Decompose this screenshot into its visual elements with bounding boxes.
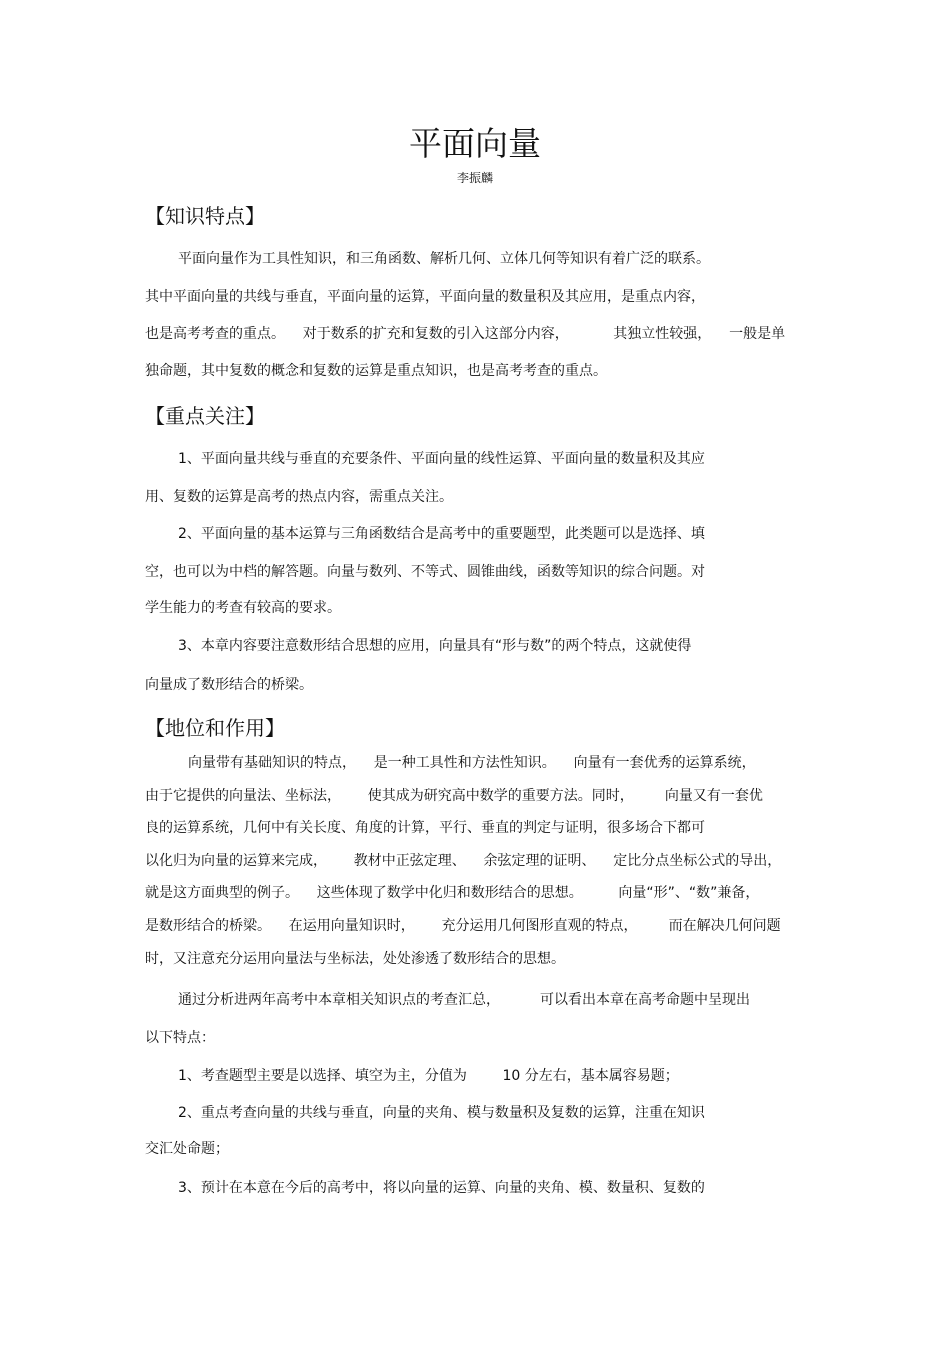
- paragraph-line: 以下特点：: [145, 1030, 215, 1046]
- paragraph-line: 以化归为向量的运算来完成， 教材中正弦定理、 余弦定理的证明、 定比分点坐标公式的导出，: [145, 853, 782, 869]
- section-heading-focus: 【重点关注】: [145, 404, 265, 428]
- paragraph-line: 时，又注意充分运用向量法与坐标法，处处渗透了数形结合的思想。: [145, 951, 565, 967]
- paragraph-line: 独命题，其中复数的概念和复数的运算是重点知识，也是高考考查的重点。: [145, 363, 607, 379]
- author-name: 李振麟: [456, 171, 493, 185]
- paragraph-line: 向量成了数形结合的桥梁。: [145, 677, 313, 693]
- paragraph-line: 空，也可以为中档的解答题。向量与数列、不等式、圆锥曲线，函数等知识的综合问题。对: [145, 564, 705, 580]
- paragraph-line: 平面向量作为工具性知识，和三角函数、解析几何、立体几何等知识有着广泛的联系。: [178, 251, 710, 267]
- paragraph-line: 向量带有基础知识的特点， 是一种工具性和方法性知识。 向量有一套优秀的运算系统，: [188, 755, 756, 771]
- paragraph-line: 交汇处命题；: [145, 1141, 229, 1157]
- paragraph-line: 也是高考考查的重点。 对于数系的扩充和复数的引入这部分内容， 其独立性较强， 一般是单: [145, 326, 786, 342]
- paragraph-line: 通过分析进两年高考中本章相关知识点的考查汇总， 可以看出本章在高考命题中呈现出: [178, 992, 751, 1008]
- paragraph-line: 良的运算系统，几何中有关长度、角度的计算，平行、垂直的判定与证明，很多场合下都可: [145, 820, 705, 836]
- paragraph-line: 就是这方面典型的例子。 这些体现了数学中化归和数形结合的思想。 向量“形”、“数”兼备，: [145, 885, 760, 901]
- list-item: 2、重点考查向量的共线与垂直，向量的夹角、模与数量积及复数的运算，注重在知识: [178, 1105, 705, 1121]
- page-title: 平面向量: [409, 124, 541, 163]
- paragraph-line: 学生能力的考查有较高的要求。: [145, 600, 341, 616]
- section-heading-knowledge: 【知识特点】: [145, 204, 265, 228]
- paragraph-line: 3、本章内容要注意数形结合思想的应用，向量具有“形与数”的两个特点，这就使得: [178, 638, 692, 654]
- paragraph-line: 是数形结合的桥梁。 在运用向量知识时， 充分运用几何图形直观的特点， 而在解决几何问题: [145, 918, 781, 934]
- list-item: 1、考查题型主要是以选择、填空为主，分值为 10 分左右，基本属容易题；: [178, 1068, 679, 1084]
- paragraph-line: 由于它提供的向量法、坐标法， 使其成为研究高中数学的重要方法。同时， 向量又有一套优: [145, 788, 763, 804]
- paragraph-line: 用、复数的运算是高考的热点内容，需重点关注。: [145, 489, 453, 505]
- paragraph-line: 1、平面向量共线与垂直的充要条件、平面向量的线性运算、平面向量的数量积及其应: [178, 451, 705, 467]
- section-heading-role: 【地位和作用】: [145, 716, 285, 740]
- paragraph-line: 2、平面向量的基本运算与三角函数结合是高考中的重要题型，此类题可以是选择、填: [178, 526, 705, 542]
- list-item: 3、预计在本意在今后的高考中，将以向量的运算、向量的夹角、模、数量积、复数的: [178, 1180, 705, 1196]
- paragraph-line: 其中平面向量的共线与垂直，平面向量的运算，平面向量的数量积及其应用，是重点内容，: [145, 289, 705, 305]
